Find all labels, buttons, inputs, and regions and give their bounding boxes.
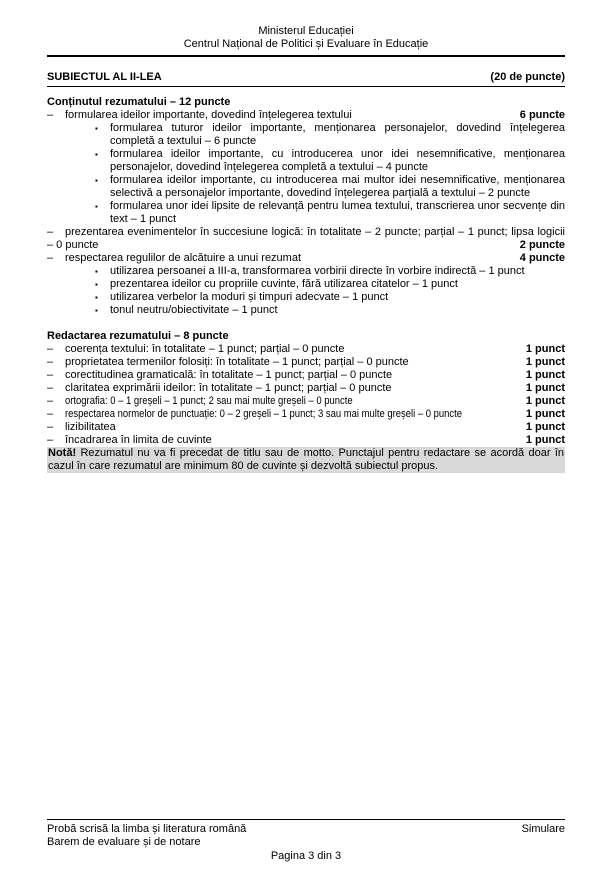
rubric-item-points: 1 punct <box>522 356 565 369</box>
org-line-2: Centrul Național de Politici și Evaluare în Educație <box>183 38 429 50</box>
rubric-item-points: 1 punct <box>522 421 565 434</box>
rubric-item-text: respectarea regulilor de alcătuire a unui rezumat <box>65 252 302 264</box>
dash-marker: – <box>47 369 54 381</box>
bullet-item-text: formularea ideilor importante, cu introducerea mai multor idei nesemnificative, menționarea selectivă a personajelor importante, dovedind înțelegerea parțială a textului – 2 puncte <box>110 174 565 199</box>
bullet-item-text: formularea tuturor ideilor importante, menționarea personajelor, dovedind înțelegerea completă a textului – 6 puncte <box>110 122 565 147</box>
bullet-icon: ▪ <box>95 150 98 159</box>
dash-marker: – <box>47 226 54 238</box>
rubric-item-text: ortografia: 0 – 1 greșeli – 1 punct; 2 sau mai multe greșeli – 0 puncte <box>65 395 353 407</box>
rubric-item <box>47 109 565 122</box>
note-label: Notă! <box>48 447 77 459</box>
rubric-item <box>47 369 565 382</box>
rubric-item-text: claritatea exprimării ideilor: în totalitate – 1 punct; parțial – 0 puncte <box>65 382 392 394</box>
bullet-item-text: utilizarea persoanei a III-a, transformarea vorbirii directe în vorbire indirectă – 1 punct <box>110 265 525 277</box>
bullet-item-text: tonul neutru/obiectivitate – 1 punct <box>110 304 278 316</box>
dash-marker: – <box>47 109 54 121</box>
footer-exam-title: Probă scrisă la limba și literatura română <box>47 823 247 835</box>
subject-heading <box>47 71 565 87</box>
rubric-item-text: încadrarea în limita de cuvinte <box>65 434 212 446</box>
rubric-item-points: 4 puncte <box>516 252 565 265</box>
org-line-1: Ministerul Educației <box>258 25 354 37</box>
bullet-item-text: formularea unor idei lipsite de relevanță pentru lumea textului, transcrierea unor secvențe din text – 1 punct <box>110 200 565 225</box>
rubric-item-text: respectarea normelor de punctuație: 0 – 2 greșeli – 1 punct; 3 sau mai multe greșeli – 0 puncte <box>65 408 463 420</box>
rubric-item <box>47 395 565 408</box>
rubric-item-points: 6 puncte <box>516 109 565 122</box>
bullet-item <box>95 148 565 174</box>
bullet-item <box>95 122 565 148</box>
rubric-item <box>47 343 565 356</box>
footer-session: Simulare <box>521 823 565 835</box>
section-heading-content: Conținutul rezumatului – 12 puncte <box>47 96 231 108</box>
dash-marker: – <box>47 421 54 433</box>
header-rule <box>47 55 565 57</box>
bullet-icon: ▪ <box>95 293 98 302</box>
rubric-item-text: lizibilitatea <box>65 421 116 433</box>
rubric-item-points: 2 puncte <box>516 239 565 252</box>
rubric-item <box>47 421 565 434</box>
bullet-item <box>95 278 565 291</box>
dash-marker: – <box>47 408 54 420</box>
bullet-icon: ▪ <box>95 267 98 276</box>
note-block <box>47 447 565 473</box>
bullet-icon: ▪ <box>95 176 98 185</box>
bullet-item <box>95 200 565 226</box>
dash-marker: – <box>47 252 54 264</box>
subject-points: (20 de puncte) <box>490 71 565 83</box>
bullet-item-text: formularea ideilor importante, cu introducerea unor idei nesemnificative, menționarea personajelor, dovedind înțelegerea completă a textului – 4 puncte <box>110 148 565 173</box>
rubric-item-points: 1 punct <box>522 408 565 421</box>
rubric-item-text: corectitudinea gramaticală: în totalitate – 1 punct; parțial – 0 puncte <box>65 369 393 381</box>
dash-marker: – <box>47 434 54 446</box>
bullet-item <box>95 291 565 304</box>
document-header <box>47 25 565 51</box>
rubric-item-points: 1 punct <box>522 369 565 382</box>
rubric-item-points: 1 punct <box>522 395 565 408</box>
rubric-item-points: 1 punct <box>522 343 565 356</box>
page-footer <box>47 819 565 863</box>
bullet-item <box>95 304 565 317</box>
bullet-icon: ▪ <box>95 280 98 289</box>
bullet-item <box>95 174 565 200</box>
dash-marker: – <box>47 343 54 355</box>
rubric-item-text: formularea ideilor importante, dovedind înțelegerea textului <box>65 109 352 121</box>
footer-doc-type: Barem de evaluare și de notare <box>47 836 201 848</box>
rubric-item-text: prezentarea evenimentelor în succesiune logică: în totalitate – 2 puncte; parțial – 1 punct; lipsa logicii – 0 puncte <box>47 226 565 251</box>
bullet-item-text: utilizarea verbelor la moduri și timpuri adecvate – 1 punct <box>110 291 389 303</box>
bullet-icon: ▪ <box>95 202 98 211</box>
bullet-item-text: prezentarea ideilor cu propriile cuvinte, fără utilizarea citatelor – 1 punct <box>110 278 458 290</box>
rubric-item <box>47 408 565 421</box>
note-text: Rezumatul nu va fi precedat de titlu sau de motto. Punctajul pentru redactare se acordă doar în cazul în care rezumatul are minimum 80 de cuvinte și dezvoltă subiectul propus. <box>48 447 564 472</box>
footer-page-number: Pagina 3 din 3 <box>270 850 342 862</box>
dash-marker: – <box>47 356 54 368</box>
rubric-item <box>47 252 565 265</box>
rubric-item-points: 1 punct <box>522 434 565 447</box>
section-heading-redaction: Redactarea rezumatului – 8 puncte <box>47 330 229 342</box>
rubric-item-text: proprietatea termenilor folosiți: în totalitate – 1 punct; parțial – 0 puncte <box>65 356 409 368</box>
bullet-icon: ▪ <box>95 124 98 133</box>
bullet-icon: ▪ <box>95 306 98 315</box>
rubric-item <box>47 356 565 369</box>
rubric-item <box>47 382 565 395</box>
dash-marker: – <box>47 395 54 407</box>
dash-marker: – <box>47 382 54 394</box>
bullet-item <box>95 265 565 278</box>
subject-title: SUBIECTUL AL II-LEA <box>47 71 162 83</box>
rubric-item-text: coerența textului: în totalitate – 1 punct; parțial – 0 puncte <box>65 343 345 355</box>
rubric-item <box>47 434 565 447</box>
rubric-item-points: 1 punct <box>522 382 565 395</box>
rubric-item <box>47 226 565 252</box>
